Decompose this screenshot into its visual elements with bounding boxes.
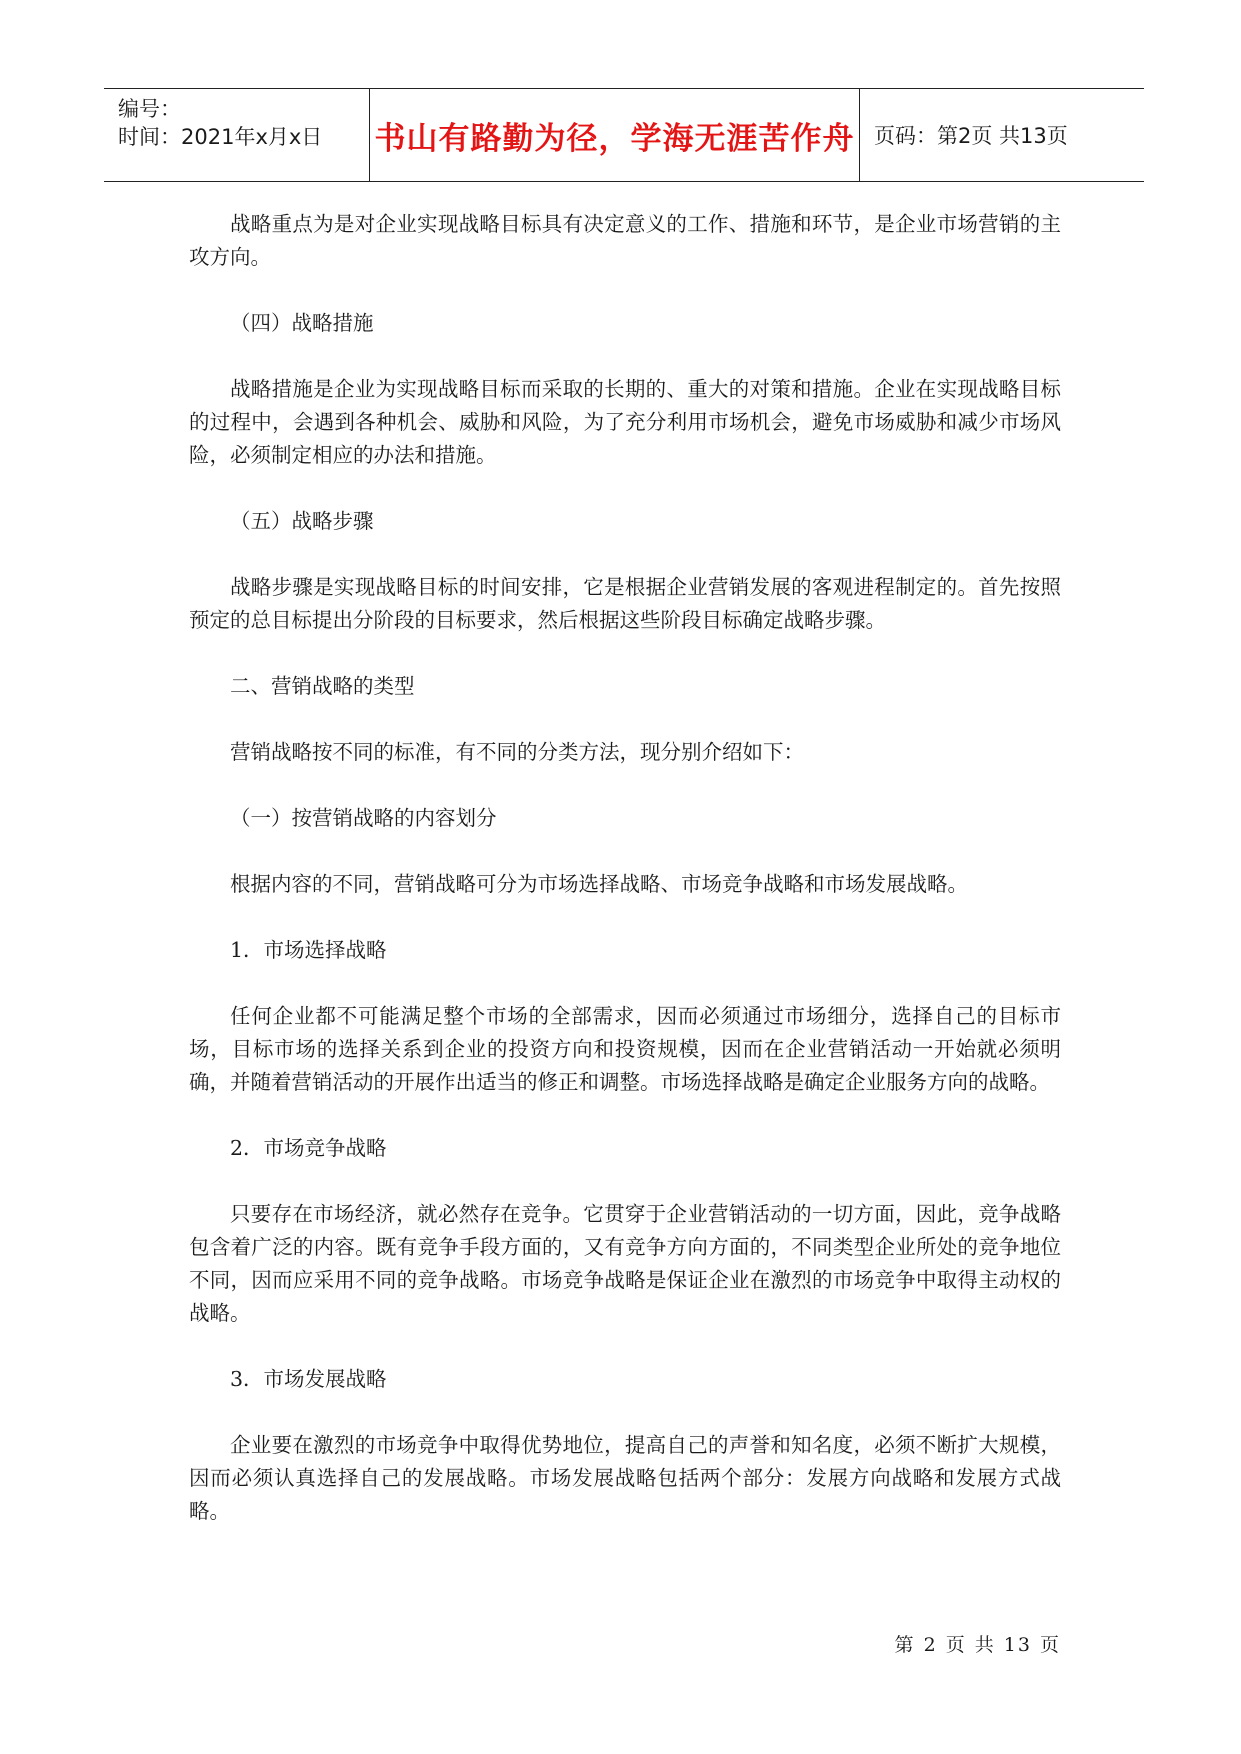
paragraph: 营销战略按不同的标准，有不同的分类方法，现分别介绍如下： [230, 740, 804, 764]
section-heading: 二、营销战略的类型 [230, 674, 415, 698]
paragraph: 战略重点为是对企业实现战略目标具有决定意义的工作、措施和环节，是企业市场营销的主攻方向。 [189, 212, 1061, 269]
paragraph: 企业要在激烈的市场竞争中取得优势地位，提高自己的声誉和知名度，必须不断扩大规模，因而必须认真选择自己的发展战略。市场发展战略包括两个部分：发展方向战略和发展方式战略。 [189, 1433, 1061, 1523]
page-footer: 第 2 页 共 13 页 [894, 1634, 1061, 1656]
header-left-cell [104, 89, 370, 181]
section-heading: 3．市场发展战略 [230, 1367, 387, 1391]
section-heading: （五）战略步骤 [230, 509, 374, 533]
document-number-label: 编号： [118, 97, 181, 121]
section-heading: （一）按营销战略的内容划分 [230, 806, 497, 830]
header-page-code: 页码：第2页 共13页 [874, 124, 1068, 148]
paragraph: 只要存在市场经济，就必然存在竞争。它贯穿于企业营销活动的一切方面，因此，竞争战略包含着广泛的内容。既有竞争手段方面的，又有竞争方向方面的，不同类型企业所处的竞争地位不同，因而应采用不同的竞争战略。市场竞争战略是保证企业在激烈的市场竞争中取得主动权的战略。 [189, 1202, 1061, 1325]
paragraph: 任何企业都不可能满足整个市场的全部需求，因而必须通过市场细分，选择自己的目标市场，目标市场的选择关系到企业的投资方向和投资规模，因而在企业营销活动一开始就必须明确，并随着营销活动的开展作出适当的修正和调整。市场选择战略是确定企业服务方向的战略。 [189, 1004, 1061, 1094]
document-time-label: 时间：2021年x月x日 [118, 125, 323, 149]
section-heading: 1．市场选择战略 [230, 938, 387, 962]
paragraph: 根据内容的不同，营销战略可分为市场选择战略、市场竞争战略和市场发展战略。 [230, 872, 968, 896]
page-header [104, 88, 1144, 182]
section-heading: （四）战略措施 [230, 311, 374, 335]
paragraph: 战略步骤是实现战略目标的时间安排，它是根据企业营销发展的客观进程制定的。首先按照预定的总目标提出分阶段的目标要求，然后根据这些阶段目标确定战略步骤。 [189, 575, 1061, 632]
paragraph: 战略措施是企业为实现战略目标而采取的长期的、重大的对策和措施。企业在实现战略目标的过程中，会遇到各种机会、威胁和风险，为了充分利用市场机会，避免市场威胁和减少市场风险，必须制定相应的办法和措施。 [189, 377, 1061, 467]
header-motto: 书山有路勤为径，学海无涯苦作舟 [370, 89, 860, 181]
document-body [189, 208, 1061, 1561]
section-heading: 2．市场竞争战略 [230, 1136, 387, 1160]
